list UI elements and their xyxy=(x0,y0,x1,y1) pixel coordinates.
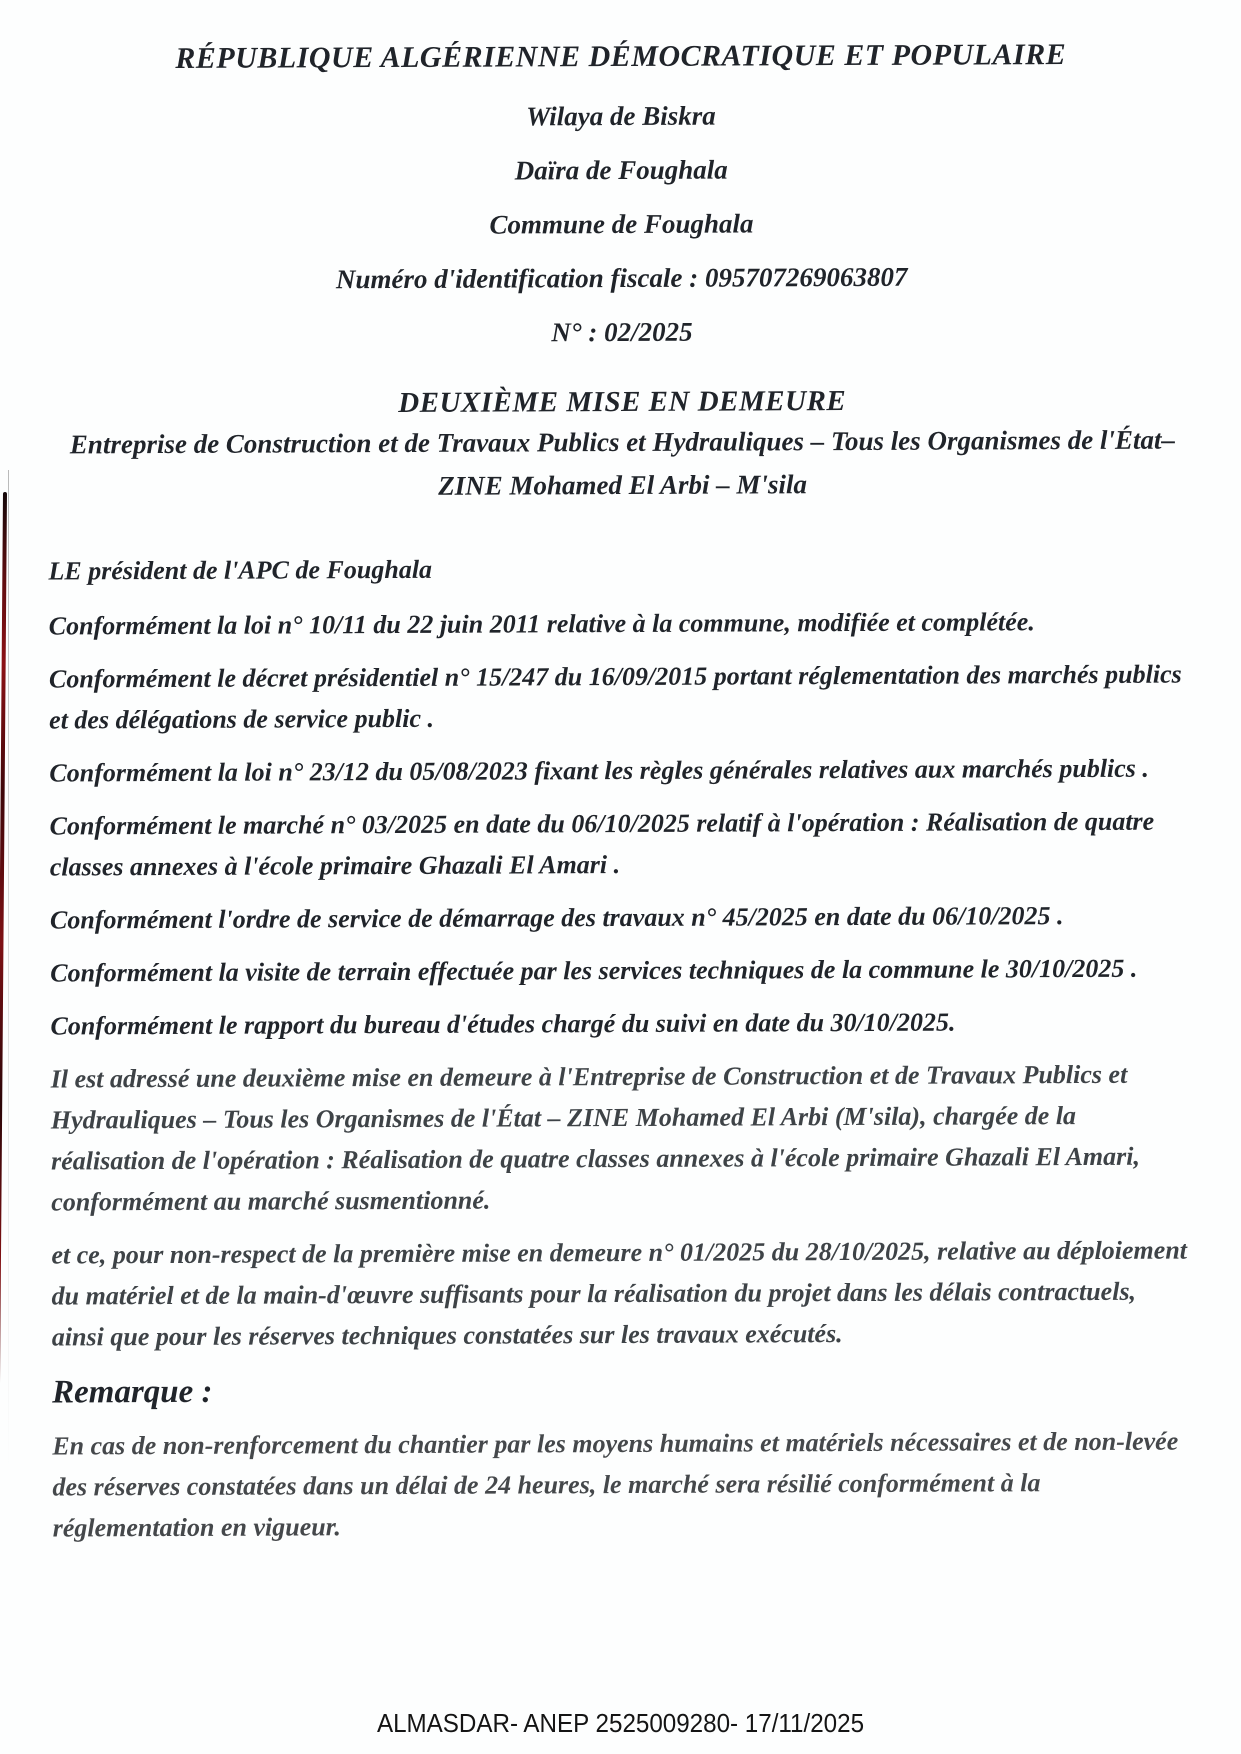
title-block xyxy=(30,383,1215,503)
addressee-line-2: ZINE Mohamed El Arbi – M'sila xyxy=(438,469,808,501)
document-body xyxy=(48,546,1189,1561)
paragraph-conformement-marche-03-2025: Conformément le marché n° 03/2025 en date du 06/10/2025 relatif à l'opération : Réalisation de quatre classes annexes à l'école primaire Ghazali El Amari . xyxy=(49,806,1155,882)
republic-title: RÉPUBLIQUE ALGÉRIENNE DÉMOCRATIQUE ET POPULAIRE xyxy=(175,38,1067,75)
paragraph-conformement-decret-15-247: Conformément le décret présidentiel n° 15/247 du 16/09/2015 portant réglementation des marchés publics et des délégations de service public . xyxy=(48,659,1182,735)
paragraph-conformement-rapport-bureau: Conformément le rapport du bureau d'études chargé du suivi en date du 30/10/2025. xyxy=(50,1007,956,1041)
addressee-line-1: Entreprise de Construction et de Travaux Publics et Hydrauliques – Tous les Organismes de l'État– xyxy=(69,424,1176,460)
remark-body: En cas de non-renforcement du chantier par les moyens humains et matériels nécessaires et de non-levée des réserves constatées dans un délai de 24 heures, le marché sera résilié conformément à la réglementation en vigueur. xyxy=(52,1426,1179,1543)
document-title: DEUXIÈME MISE EN DEMEURE xyxy=(398,385,847,419)
daira-line: Daïra de Foughala xyxy=(514,154,728,186)
remark-heading: Remarque : xyxy=(51,1373,213,1411)
paragraph-conformement-ordre-service: Conformément l'ordre de service de démarrage des travaux n° 45/2025 en date du 06/10/2025 . xyxy=(49,901,1064,935)
paragraph-conformement-loi-23-12: Conformément la loi n° 23/12 du 05/08/2023 fixant les règles générales relatives aux marchés publics . xyxy=(49,753,1149,788)
paragraph-conformement-loi-10-11: Conformément la loi n° 10/11 du 22 juin 2011 relative à la commune, modifiée et complétée. xyxy=(48,607,1035,641)
wilaya-line: Wilaya de Biskra xyxy=(526,100,716,132)
scan-edge-shadow-artifact xyxy=(8,470,9,1470)
scan-edge-line-artifact xyxy=(0,492,7,1567)
document-number: N° : 02/2025 xyxy=(551,316,693,348)
opening-line: LE président de l'APC de Foughala xyxy=(48,554,433,586)
paragraph-il-est-adresse: Il est adressé une deuxième mise en demeure à l'Entreprise de Construction et de Travaux Publics et Hydrauliques – Tous les Organismes de l'État – ZINE Mohamed El Arbi (M'sila), chargée de la réalisation de l'opération : Réalisation de quatre classes annexes à l'école primaire Ghazali El Amari, conformément au marché susmentionné. xyxy=(50,1059,1141,1217)
paragraph-conformement-visite-terrain: Conformément la visite de terrain effectuée par les services techniques de la commune le 30/10/2025 . xyxy=(50,953,1138,988)
document-header xyxy=(0,37,1241,373)
fiscal-id-line: Numéro d'identification fiscale : 095707269063807 xyxy=(335,261,908,295)
commune-line: Commune de Foughala xyxy=(489,208,754,240)
paragraph-et-ce-pour-non-respect: et ce, pour non-respect de la première mise en demeure n° 01/2025 du 28/10/2025, relative au déploiement du matériel et de la main-d'œuvre suffisants pour la réalisation du projet dans les délais contractuels, ainsi que pour les réserves techniques constatées sur les travaux exécutés. xyxy=(51,1235,1188,1352)
anep-footer-line: ALMASDAR- ANEP 2525009280- 17/11/2025 xyxy=(376,1708,865,1738)
